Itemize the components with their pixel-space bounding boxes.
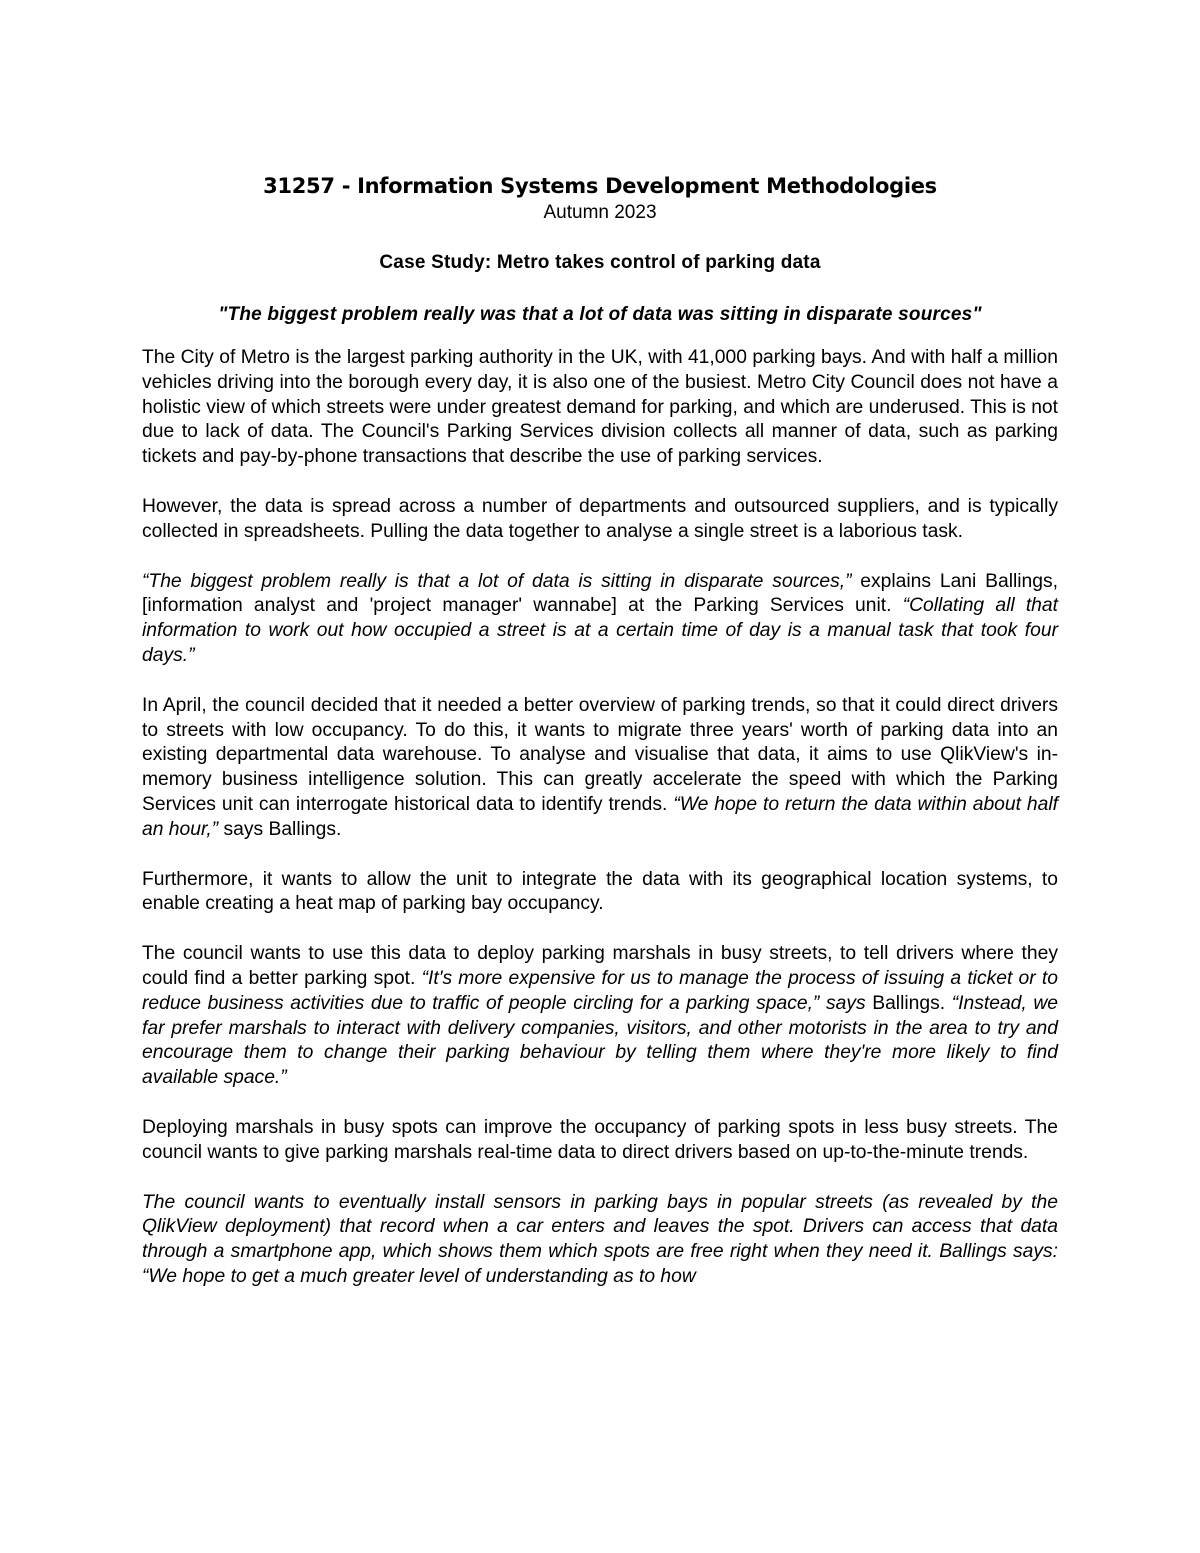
case-study-title: Case Study: Metro takes control of parking data xyxy=(379,252,821,273)
paragraph-2: However, the data is spread across a number of departments and outsourced suppliers, and is typically collected in spreadsheets. Pulling the data together to analyse a single street is a laborious task. xyxy=(142,495,1058,542)
paragraph-4 xyxy=(142,694,1058,843)
quote-prefer-marshals: “Instead, we far prefer marshals to interact with delivery companies, visitors, and other motorists in the area to try and encourage them to change their parking behaviour by telling them where they're more likely to find available space.” xyxy=(142,992,1059,1089)
paragraph-8: The council wants to eventually install sensors in parking bays in popular streets (as revealed by the QlikView deployment) that record when a car enters and leaves the spot. Drivers can access that data through a smartphone app, which shows them which spots are free right when they need it. Ballings says: “We hope to get a much greater level of understanding as to how xyxy=(142,1191,1058,1287)
term-label: Autumn 2023 xyxy=(543,202,657,223)
paragraph-6-ballings: Ballings. xyxy=(865,992,952,1014)
course-title: 31257 - Information Systems Development Methodologies xyxy=(263,174,937,198)
paragraph-1: The City of Metro is the largest parking authority in the UK, with 41,000 parking bays. And with half a million vehicles driving into the borough every day, it is also one of the busiest. Metro City Council does not have a holistic view of which streets were under greatest demand for parking, and which are underused. This is not due to lack of data. The Council's Parking Services division collects all manner of data, such as parking tickets and pay-by-phone transactions that describe the use of parking services. xyxy=(142,347,1058,468)
document-content xyxy=(142,172,1058,1290)
quote-more-expensive: “It's more expensive for us to manage the process of issuing a ticket or to reduce business activities due to traffic of people circling for a parking space,” says xyxy=(142,967,1059,1014)
paragraph-5: Furthermore, it wants to allow the unit to integrate the data with its geographical location systems, to enable creating a heat map of parking bay occupancy. xyxy=(142,868,1058,915)
quote-disparate-sources: “The biggest problem really is that a lot of data is sitting in disparate sources,” xyxy=(142,570,852,592)
paragraph-7: Deploying marshals in busy spots can improve the occupancy of parking spots in less busy streets. The council wants to give parking marshals real-time data to direct drivers based on up-to-the-minute trends. xyxy=(142,1116,1058,1163)
paragraph-4-says: says Ballings. xyxy=(218,818,342,840)
quote-collating-information: “Collating all that information to work out how occupied a street is at a certain time of day is a manual task that took four days.” xyxy=(142,595,1058,666)
paragraph-4-text: In April, the council decided that it needed a better overview of parking trends, so that it could direct drivers to streets with low occupancy. To do this, it wants to migrate three years' worth of parking data into an existing departmental data warehouse. To analyse and visualise that data, it aims to use QlikView's in-memory business intelligence solution. This can greatly accelerate the speed with which the Parking Services unit can interrogate historical data to identify trends. xyxy=(142,694,1058,815)
paragraph-6-text: The council wants to use this data to deploy parking marshals in busy streets, to tell drivers where they could find a better parking spot. xyxy=(142,943,1058,989)
case-study-headline-quote: "The biggest problem really was that a lot of data was sitting in disparate sources" xyxy=(218,304,982,325)
paragraph-6 xyxy=(142,942,1058,1091)
paragraph-3-text: explains Lani Ballings, [information analyst and 'project manager' wannabe] at the Parking Services unit. xyxy=(142,570,1058,617)
quote-half-an-hour: “We hope to return the data within about half an hour,” xyxy=(142,793,1058,840)
paragraph-3 xyxy=(142,570,1058,669)
